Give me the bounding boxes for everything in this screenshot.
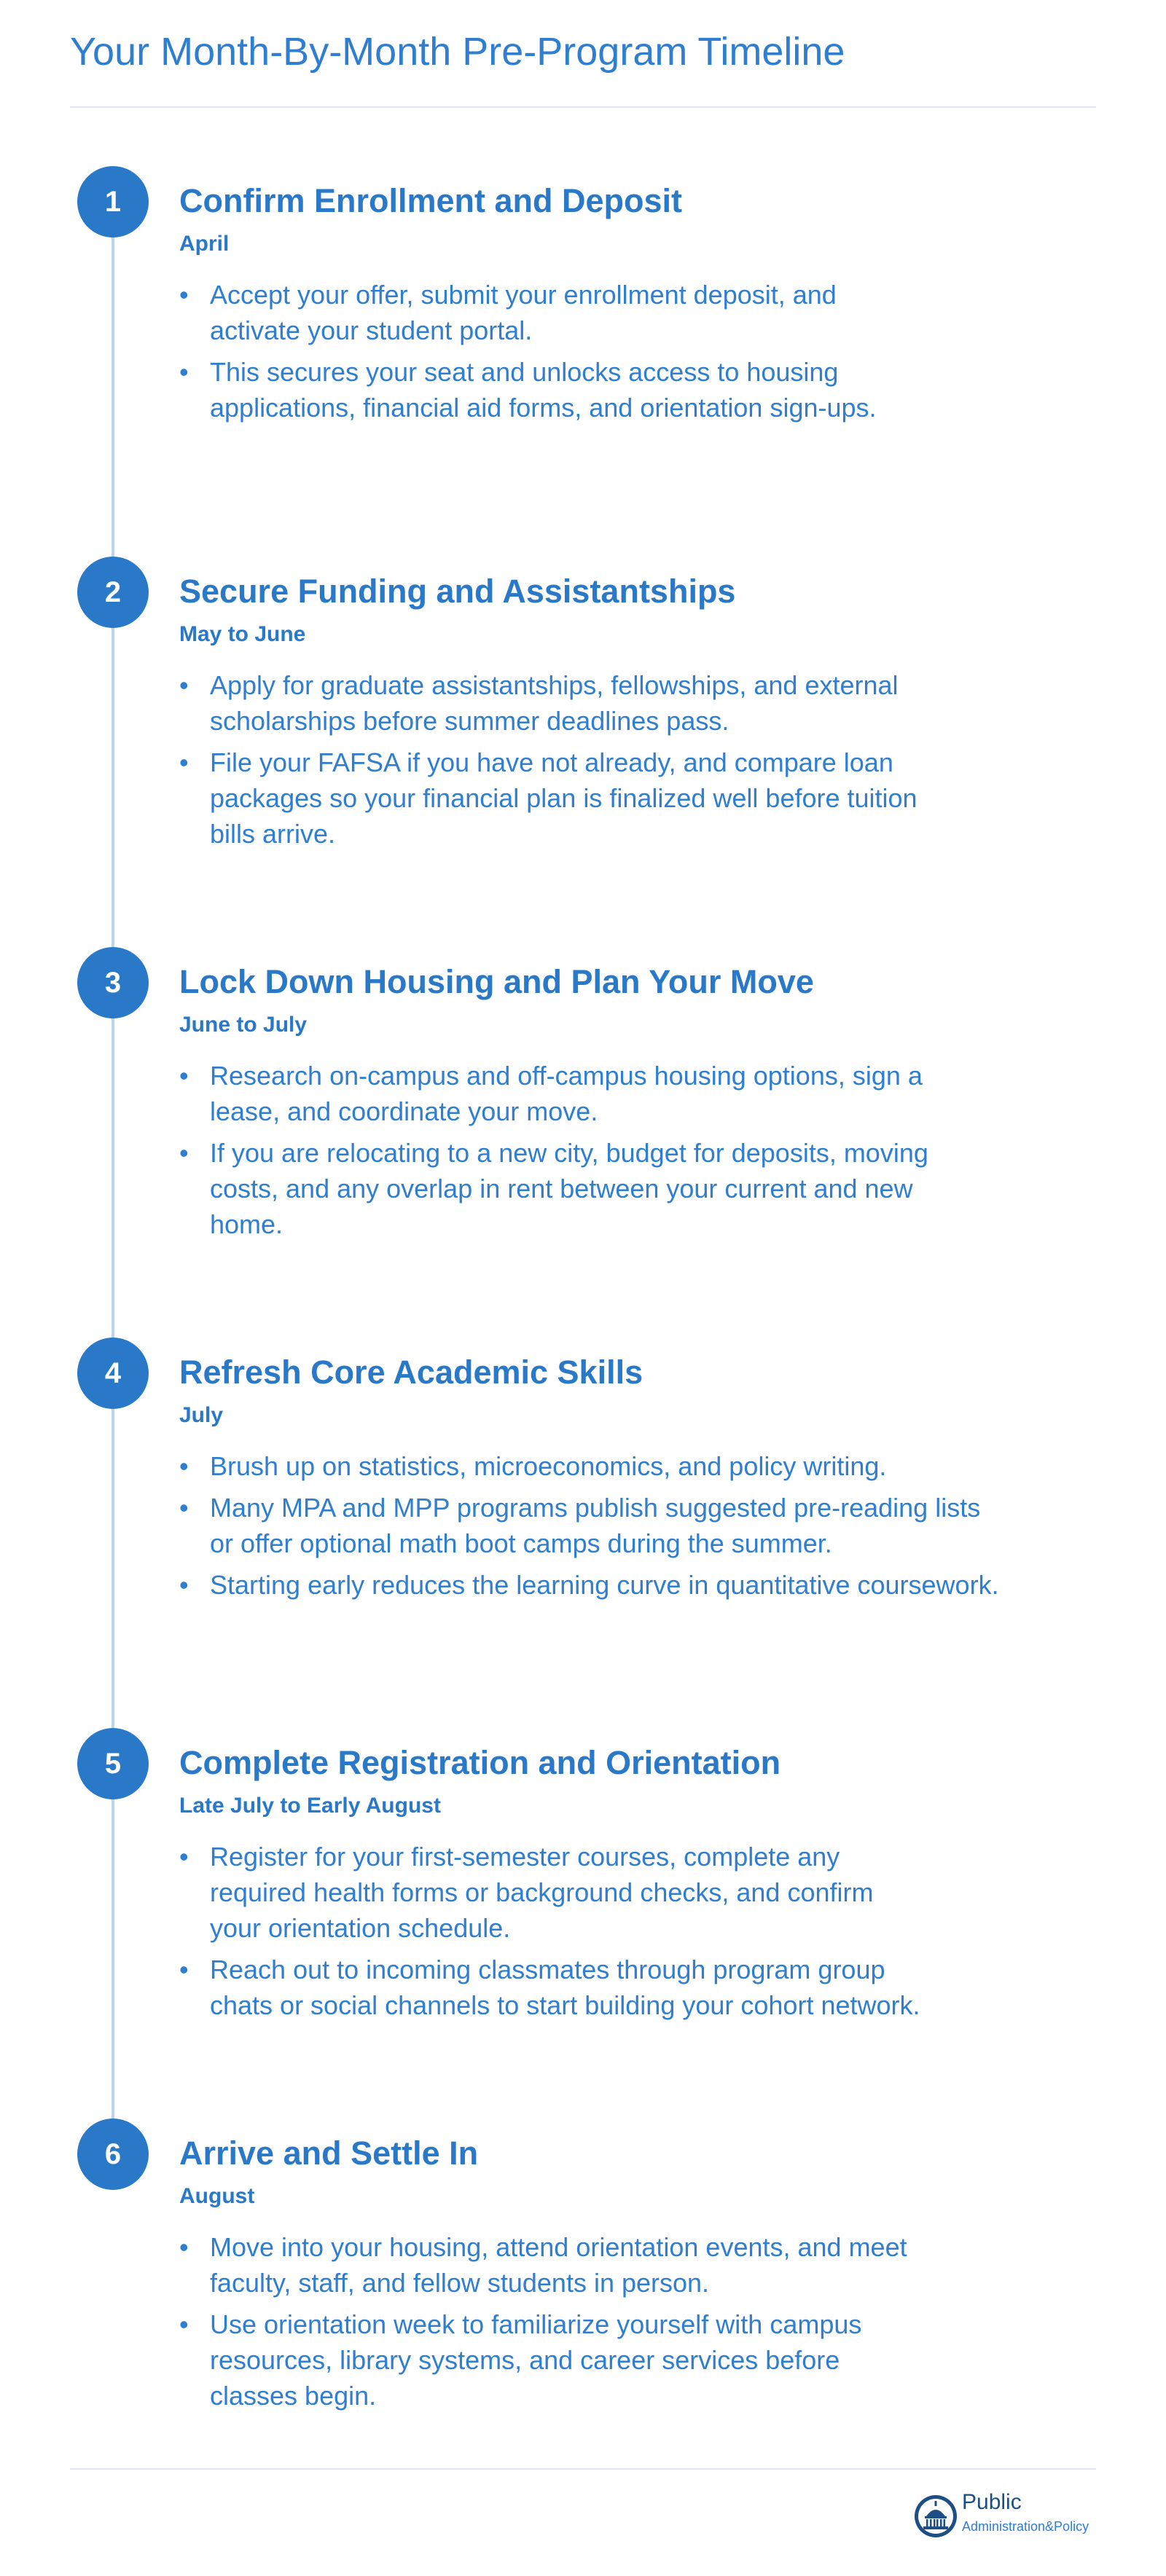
- timeline-line: [111, 203, 114, 2148]
- step-date: Late July to Early August: [179, 1794, 441, 1818]
- public-administration-policy-logo: [914, 2490, 1103, 2541]
- step-title: Secure Funding and Assistantships: [179, 573, 736, 610]
- step-number-badge: 3: [77, 947, 149, 1018]
- step-date: June to July: [179, 1013, 308, 1037]
- logo-text-public: Public: [962, 2490, 1022, 2514]
- logo-text-administration-policy: Administration&Policy: [962, 2519, 1089, 2534]
- step-title: Complete Registration and Orientation: [179, 1744, 781, 1781]
- capitol-dome-icon: [914, 2494, 958, 2538]
- step-bullet: • Register for your first-semester courses, complete any required health forms or background checks, and confirm your orientation schedule.: [179, 1839, 930, 1946]
- step-title: Arrive and Settle In: [179, 2135, 479, 2172]
- step-number-badge: 6: [77, 2118, 149, 2190]
- step-date: April: [179, 232, 230, 256]
- step-bullet: • Many MPA and MPP programs publish suggested pre-reading lists or offer optional math boot camps during the summer.: [179, 1490, 1003, 1561]
- step-number-badge: 2: [77, 557, 149, 628]
- step-bullet-list: [179, 1058, 966, 1248]
- step-title: Confirm Enrollment and Deposit: [179, 182, 683, 219]
- step-bullet: • File your FAFSA if you have not already, and compare loan packages so your financial plan is finalized well before tuition bills arrive.: [179, 745, 923, 852]
- step-bullet: • Use orientation week to familiarize yourself with campus resources, library systems, and career services before classes begin.: [179, 2306, 915, 2414]
- step-date: July: [179, 1403, 224, 1427]
- step-bullet: • Reach out to incoming classmates through program group chats or social channels to start building your cohort network.: [179, 1952, 930, 2023]
- step-number-badge: 5: [77, 1728, 149, 1799]
- step-bullet: • This secures your seat and unlocks access to housing applications, financial aid forms, and orientation sign-ups.: [179, 354, 908, 425]
- step-bullet: • Research on-campus and off-campus housing options, sign a lease, and coordinate your move.: [179, 1058, 966, 1129]
- step-date: August: [179, 2184, 255, 2208]
- step-number-badge: 1: [77, 166, 149, 237]
- step-bullet: • Starting early reduces the learning curve in quantitative coursework.: [179, 1567, 1003, 1603]
- step-title: Refresh Core Academic Skills: [179, 1354, 643, 1391]
- step-title: Lock Down Housing and Plan Your Move: [179, 963, 814, 1000]
- step-bullet-list: [179, 1839, 930, 2029]
- step-bullet-list: [179, 2229, 915, 2419]
- step-bullet-list: [179, 1448, 1003, 1609]
- step-bullet: • If you are relocating to a new city, budget for deposits, moving costs, and any overlap in rent between your current and new home.: [179, 1135, 966, 1242]
- step-bullet-list: [179, 277, 908, 431]
- step-number-badge: 4: [77, 1338, 149, 1409]
- step-bullet: • Accept your offer, submit your enrollment deposit, and activate your student portal.: [179, 277, 908, 348]
- step-bullet-list: [179, 667, 923, 857]
- bottom-divider: [70, 2468, 1096, 2470]
- step-bullet: • Brush up on statistics, microeconomics, and policy writing.: [179, 1448, 1003, 1484]
- step-date: May to June: [179, 622, 306, 646]
- step-bullet: • Apply for graduate assistantships, fellowships, and external scholarships before summer deadlines pass.: [179, 667, 923, 739]
- top-divider: [70, 106, 1096, 108]
- step-bullet: • Move into your housing, attend orientation events, and meet faculty, staff, and fellow students in person.: [179, 2229, 915, 2301]
- page-title: Your Month-By-Month Pre-Program Timeline: [70, 30, 845, 74]
